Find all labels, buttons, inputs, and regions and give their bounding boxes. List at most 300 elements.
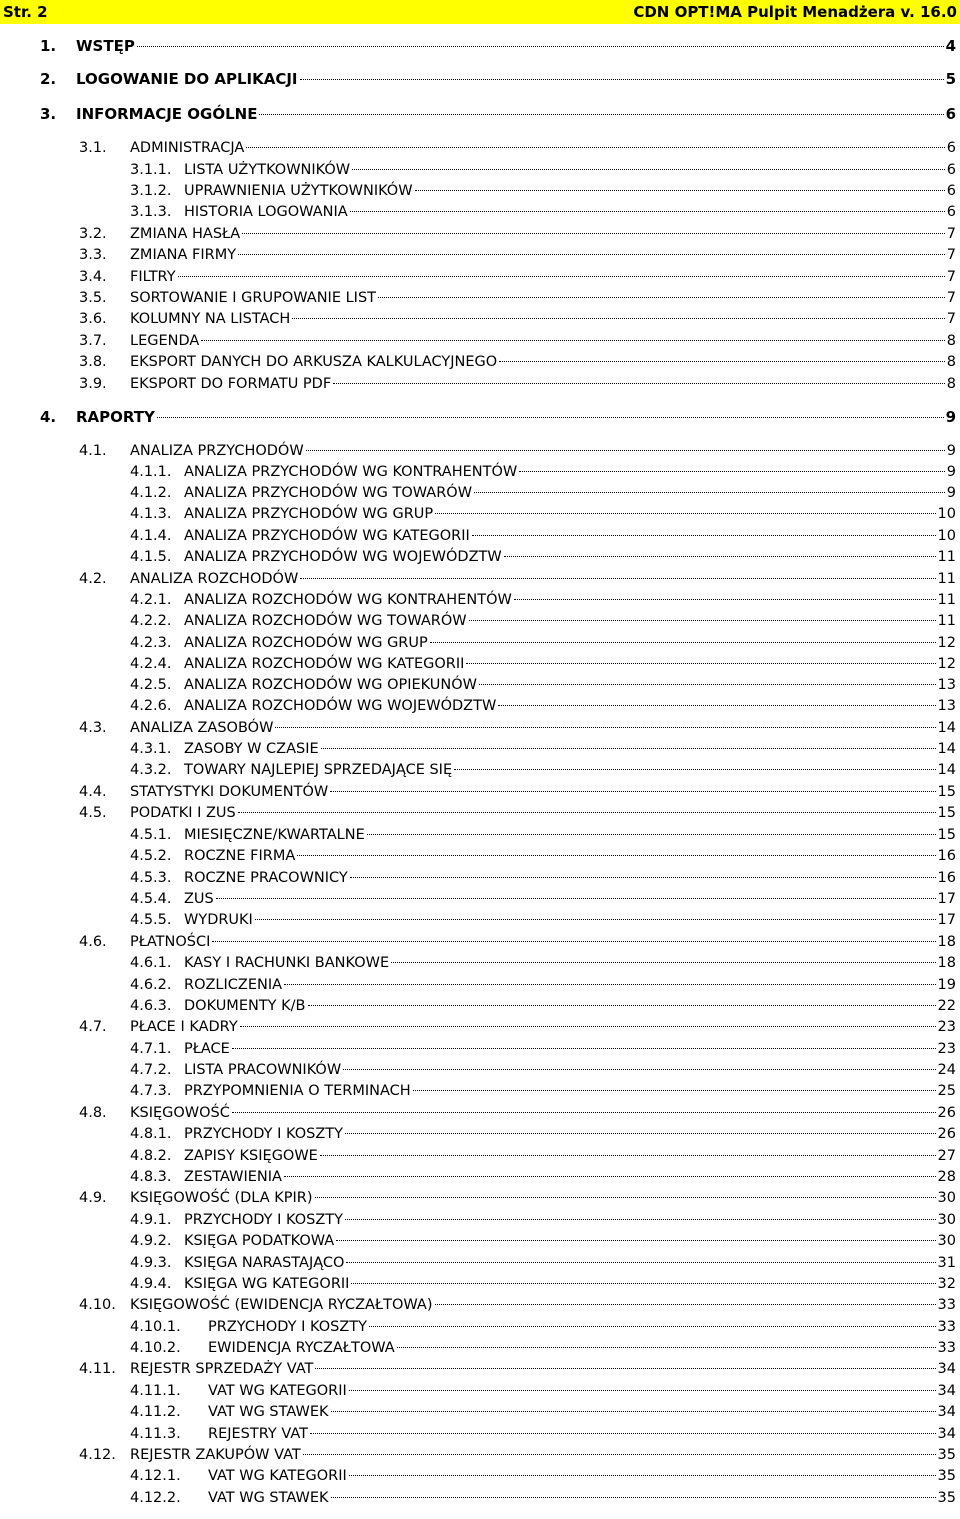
toc-entry-page: 14 bbox=[937, 741, 956, 757]
toc-entry[interactable] bbox=[40, 36, 956, 57]
toc-dot-leader bbox=[315, 1368, 935, 1369]
toc-entry[interactable] bbox=[130, 611, 956, 632]
toc-entry-number: 4.7.1. bbox=[130, 1041, 172, 1057]
toc-entry-number: 4.10.2. bbox=[130, 1340, 181, 1356]
toc-entry[interactable] bbox=[79, 932, 956, 953]
toc-entry-number: 4. bbox=[40, 408, 57, 426]
toc-entry[interactable] bbox=[79, 288, 956, 309]
toc-dot-leader bbox=[498, 705, 935, 706]
toc-entry-page: 33 bbox=[937, 1340, 956, 1356]
toc-entry-title: ADMINISTRACJA bbox=[130, 140, 245, 156]
toc-entry[interactable] bbox=[130, 1253, 956, 1274]
toc-entry-number: 4.1.4. bbox=[130, 528, 172, 544]
toc-entry-number: 4.12.2. bbox=[130, 1490, 181, 1506]
toc-dot-leader bbox=[259, 114, 943, 115]
toc-entry[interactable] bbox=[79, 782, 956, 803]
toc-entry-number: 4.9.1. bbox=[130, 1212, 172, 1228]
toc-dot-leader bbox=[275, 727, 935, 728]
toc-dot-leader bbox=[469, 620, 936, 621]
toc-entry[interactable] bbox=[130, 1039, 956, 1060]
toc-entry-page: 16 bbox=[937, 870, 956, 886]
toc-entry[interactable] bbox=[79, 374, 956, 395]
toc-entry-title: INFORMACJE OGÓLNE bbox=[76, 105, 258, 123]
toc-entry[interactable] bbox=[130, 1124, 956, 1145]
toc-entry-number: 4.2.3. bbox=[130, 635, 172, 651]
toc-entry-number: 4.9.4. bbox=[130, 1276, 172, 1292]
toc-entry-number: 4.2. bbox=[79, 571, 107, 587]
toc-entry[interactable] bbox=[130, 202, 956, 223]
toc-entry-title: LISTA PRACOWNIKÓW bbox=[184, 1062, 342, 1078]
toc-entry-page: 35 bbox=[937, 1468, 956, 1484]
toc-entry-number: 4.11.1. bbox=[130, 1383, 181, 1399]
toc-entry-page: 11 bbox=[937, 613, 956, 629]
toc-dot-leader bbox=[367, 834, 936, 835]
toc-dot-leader bbox=[297, 855, 935, 856]
toc-entry[interactable] bbox=[79, 441, 956, 462]
toc-entry-page: 6 bbox=[946, 162, 956, 178]
toc-entry-page: 8 bbox=[946, 376, 956, 392]
toc-entry-number: 4.3. bbox=[79, 720, 107, 736]
toc-entry[interactable] bbox=[130, 953, 956, 974]
toc-entry[interactable] bbox=[40, 104, 956, 125]
toc-entry[interactable] bbox=[130, 590, 956, 611]
toc-entry-title: ANALIZA ROZCHODÓW WG GRUP bbox=[184, 635, 428, 651]
toc-dot-leader bbox=[466, 663, 935, 664]
toc-entry-page: 9 bbox=[946, 485, 956, 501]
toc-entry-number: 4.5. bbox=[79, 805, 107, 821]
toc-dot-leader bbox=[435, 1304, 936, 1305]
toc-entry-number: 3.7. bbox=[79, 333, 107, 349]
toc-entry[interactable] bbox=[130, 526, 956, 547]
toc-dot-leader bbox=[240, 1026, 936, 1027]
toc-entry[interactable] bbox=[130, 1402, 956, 1423]
toc-entry-page: 25 bbox=[937, 1083, 956, 1099]
toc-entry-number: 4.12. bbox=[79, 1447, 116, 1463]
toc-entry-title: REJESTR ZAKUPÓW VAT bbox=[130, 1447, 301, 1463]
toc-entry-title: KSIĘGA WG KATEGORII bbox=[184, 1276, 350, 1292]
toc-entry[interactable] bbox=[130, 996, 956, 1017]
toc-entry-page: 32 bbox=[937, 1276, 956, 1292]
toc-entry-page: 7 bbox=[946, 226, 956, 242]
toc-dot-leader bbox=[346, 1262, 935, 1263]
toc-entry-title: VAT WG KATEGORII bbox=[208, 1383, 347, 1399]
toc-entry-number: 4.5.2. bbox=[130, 848, 172, 864]
toc-entry-number: 4.8.2. bbox=[130, 1148, 172, 1164]
toc-dot-leader bbox=[435, 513, 935, 514]
toc-entry[interactable] bbox=[130, 1381, 956, 1402]
toc-entry-title: PRZYPOMNIENIA O TERMINACH bbox=[184, 1083, 411, 1099]
toc-dot-leader bbox=[415, 190, 945, 191]
toc-entry-number: 3. bbox=[40, 105, 57, 123]
toc-entry-title: ANALIZA ROZCHODÓW WG WOJEWÓDZTW bbox=[184, 698, 497, 714]
toc-entry-page: 24 bbox=[937, 1062, 956, 1078]
toc-entry-page: 26 bbox=[937, 1126, 956, 1142]
toc-entry[interactable] bbox=[79, 138, 956, 159]
toc-dot-leader bbox=[331, 1497, 936, 1498]
toc-dot-leader bbox=[255, 919, 936, 920]
toc-entry[interactable] bbox=[79, 352, 956, 373]
toc-entry[interactable] bbox=[79, 718, 956, 739]
toc-dot-leader bbox=[321, 748, 936, 749]
toc-entry-title: KOLUMNY NA LISTACH bbox=[130, 311, 291, 327]
toc-entry-page: 35 bbox=[937, 1490, 956, 1506]
toc-entry-page: 9 bbox=[946, 443, 956, 459]
toc-entry-page: 34 bbox=[937, 1404, 956, 1420]
toc-entry-number: 4.6.3. bbox=[130, 998, 172, 1014]
toc-entry-number: 4.2.5. bbox=[130, 677, 172, 693]
toc-dot-leader bbox=[284, 1176, 936, 1177]
toc-entry-number: 4.4. bbox=[79, 784, 107, 800]
toc-entry[interactable] bbox=[79, 1188, 956, 1209]
toc-entry-title: FILTRY bbox=[130, 269, 176, 285]
toc-entry-number: 4.1.3. bbox=[130, 506, 172, 522]
toc-entry-title: MIESIĘCZNE/KWARTALNE bbox=[184, 827, 365, 843]
toc-entry-page: 30 bbox=[937, 1190, 956, 1206]
toc-entry-number: 4.7. bbox=[79, 1019, 107, 1035]
toc-entry[interactable] bbox=[130, 462, 956, 483]
toc-entry-number: 4.11. bbox=[79, 1361, 116, 1377]
toc-entry-number: 4.2.1. bbox=[130, 592, 172, 608]
toc-entry[interactable] bbox=[130, 1146, 956, 1167]
toc-entry[interactable] bbox=[130, 760, 956, 781]
toc-entry[interactable] bbox=[40, 407, 956, 428]
toc-entry[interactable] bbox=[40, 69, 956, 90]
toc-dot-leader bbox=[351, 1283, 935, 1284]
toc-dot-leader bbox=[397, 1347, 936, 1348]
toc-entry-page: 10 bbox=[937, 528, 956, 544]
toc-entry[interactable] bbox=[79, 1359, 956, 1380]
toc-entry-number: 4.1. bbox=[79, 443, 107, 459]
toc-entry-title: KSIĘGOWOŚĆ (DLA KPIR) bbox=[130, 1190, 313, 1206]
toc-entry-number: 4.3.1. bbox=[130, 741, 172, 757]
toc-entry[interactable] bbox=[130, 633, 956, 654]
toc-entry-page: 18 bbox=[937, 955, 956, 971]
toc-dot-leader bbox=[306, 450, 945, 451]
toc-entry[interactable] bbox=[130, 1274, 956, 1295]
toc-entry-page: 4 bbox=[945, 37, 956, 55]
toc-entry-page: 23 bbox=[937, 1019, 956, 1035]
toc-dot-leader bbox=[413, 1090, 936, 1091]
toc-entry-title: LISTA UŻYTKOWNIKÓW bbox=[184, 162, 351, 178]
toc-entry-number: 3.5. bbox=[79, 290, 107, 306]
toc-entry-number: 4.10.1. bbox=[130, 1319, 181, 1335]
toc-entry[interactable] bbox=[130, 1424, 956, 1445]
toc-entry-page: 31 bbox=[937, 1255, 956, 1271]
toc-entry-number: 3.1.2. bbox=[130, 183, 172, 199]
toc-entry-title: ZMIANA FIRMY bbox=[130, 247, 237, 263]
toc-entry-number: 4.6. bbox=[79, 934, 107, 950]
toc-dot-leader bbox=[137, 46, 944, 47]
toc-entry-title: ROZLICZENIA bbox=[184, 977, 283, 993]
toc-dot-leader bbox=[430, 642, 936, 643]
toc-entry-number: 3.1.3. bbox=[130, 204, 172, 220]
toc-entry-title: ANALIZA PRZYCHODÓW WG GRUP bbox=[184, 506, 434, 522]
toc-dot-leader bbox=[216, 898, 936, 899]
toc-entry-number: 3.1.1. bbox=[130, 162, 172, 178]
toc-entry-number: 4.5.4. bbox=[130, 891, 172, 907]
toc-entry-title: ANALIZA ROZCHODÓW bbox=[130, 571, 299, 587]
toc-entry-page: 34 bbox=[937, 1361, 956, 1377]
toc-entry-number: 3.2. bbox=[79, 226, 107, 242]
toc-dot-leader bbox=[336, 1240, 935, 1241]
toc-entry-title: REJESTR SPRZEDAŻY VAT bbox=[130, 1361, 314, 1377]
toc-entry-title: RAPORTY bbox=[76, 408, 155, 426]
toc-entry[interactable] bbox=[79, 1103, 956, 1124]
toc-entry-number: 4.6.1. bbox=[130, 955, 172, 971]
toc-entry-number: 3.3. bbox=[79, 247, 107, 263]
toc-dot-leader bbox=[232, 1112, 936, 1113]
toc-entry[interactable] bbox=[130, 483, 956, 504]
toc-entry-title: KSIĘGOWOŚĆ bbox=[130, 1105, 230, 1121]
toc-entry-page: 11 bbox=[937, 571, 956, 587]
toc-entry[interactable] bbox=[130, 1317, 956, 1338]
toc-entry-number: 4.7.3. bbox=[130, 1083, 172, 1099]
toc-entry-page: 35 bbox=[937, 1447, 956, 1463]
toc-entry-number: 4.12.1. bbox=[130, 1468, 181, 1484]
toc-entry-number: 4.5.5. bbox=[130, 912, 172, 928]
toc-entry-page: 6 bbox=[946, 183, 956, 199]
toc-dot-leader bbox=[201, 340, 944, 341]
toc-entry-title: ANALIZA ROZCHODÓW WG OPIEKUNÓW bbox=[184, 677, 477, 693]
toc-entry-title: UPRAWNIENIA UŻYTKOWNIKÓW bbox=[184, 183, 413, 199]
toc-entry-number: 4.2.2. bbox=[130, 613, 172, 629]
toc-dot-leader bbox=[349, 1475, 936, 1476]
toc-dot-leader bbox=[519, 471, 945, 472]
toc-entry[interactable] bbox=[79, 803, 956, 824]
toc-entry[interactable] bbox=[79, 245, 956, 266]
toc-dot-leader bbox=[474, 492, 945, 493]
toc-entry[interactable] bbox=[79, 1295, 956, 1316]
toc-dot-leader bbox=[454, 769, 935, 770]
toc-entry-title: LEGENDA bbox=[130, 333, 200, 349]
toc-entry-page: 26 bbox=[937, 1105, 956, 1121]
toc-entry-number: 4.5.1. bbox=[130, 827, 172, 843]
toc-entry-title: PŁATNOŚCI bbox=[130, 934, 211, 950]
toc-entry-title: KASY I RACHUNKI BANKOWE bbox=[184, 955, 390, 971]
toc-entry-page: 7 bbox=[946, 311, 956, 327]
toc-dot-leader bbox=[178, 276, 945, 277]
toc-dot-leader bbox=[479, 684, 936, 685]
toc-entry-page: 13 bbox=[937, 698, 956, 714]
toc-entry-page: 13 bbox=[937, 677, 956, 693]
toc-dot-leader bbox=[350, 211, 945, 212]
toc-dot-leader bbox=[292, 318, 944, 319]
toc-entry[interactable] bbox=[130, 654, 956, 675]
toc-entry-title: ANALIZA ZASOBÓW bbox=[130, 720, 274, 736]
toc-entry[interactable] bbox=[130, 181, 956, 202]
toc-entry[interactable] bbox=[79, 1445, 956, 1466]
toc-entry-number: 4.10. bbox=[79, 1297, 116, 1313]
toc-entry-number: 3.6. bbox=[79, 311, 107, 327]
toc-entry-page: 14 bbox=[937, 762, 956, 778]
toc-entry-page: 6 bbox=[945, 105, 956, 123]
toc-dot-leader bbox=[378, 297, 945, 298]
toc-entry[interactable] bbox=[130, 1338, 956, 1359]
toc-entry-page: 11 bbox=[937, 549, 956, 565]
toc-entry-title: ZESTAWIENIA bbox=[184, 1169, 282, 1185]
toc-entry-page: 10 bbox=[937, 506, 956, 522]
toc-entry[interactable] bbox=[130, 504, 956, 525]
toc-entry[interactable] bbox=[130, 675, 956, 696]
toc-entry-page: 34 bbox=[937, 1426, 956, 1442]
toc-entry-number: 4.8. bbox=[79, 1105, 107, 1121]
toc-dot-leader bbox=[303, 1454, 936, 1455]
toc-dot-leader bbox=[330, 791, 935, 792]
toc-entry-title: ZAPISY KSIĘGOWE bbox=[184, 1148, 318, 1164]
toc-dot-leader bbox=[246, 147, 944, 148]
toc-entry[interactable] bbox=[130, 825, 956, 846]
toc-dot-leader bbox=[300, 578, 935, 579]
toc-entry-number: 4.7.2. bbox=[130, 1062, 172, 1078]
toc-dot-leader bbox=[369, 1326, 936, 1327]
toc-entry-page: 12 bbox=[937, 656, 956, 672]
toc-entry-title: ANALIZA PRZYCHODÓW WG TOWARÓW bbox=[184, 485, 473, 501]
toc-entry-title: EKSPORT DANYCH DO ARKUSZA KALKULACYJNEGO bbox=[130, 354, 498, 370]
toc-entry-title: SORTOWANIE I GRUPOWANIE LIST bbox=[130, 290, 377, 306]
toc-entry[interactable] bbox=[130, 1060, 956, 1081]
toc-entry-number: 4.1.1. bbox=[130, 464, 172, 480]
toc-entry-title: ANALIZA ROZCHODÓW WG KATEGORII bbox=[184, 656, 465, 672]
toc-entry-number: 4.3.2. bbox=[130, 762, 172, 778]
toc-entry-title: PRZYCHODY I KOSZTY bbox=[208, 1319, 367, 1335]
toc-dot-leader bbox=[157, 417, 944, 418]
toc-entry-title: ANALIZA PRZYCHODÓW WG WOJEWÓDZTW bbox=[184, 549, 502, 565]
toc-dot-leader bbox=[212, 941, 935, 942]
toc-entry-title: ANALIZA ROZCHODÓW WG TOWARÓW bbox=[184, 613, 467, 629]
toc-entry-number: 4.8.1. bbox=[130, 1126, 172, 1142]
toc-entry-number: 4.6.2. bbox=[130, 977, 172, 993]
toc-entry[interactable] bbox=[130, 1167, 956, 1188]
toc-entry-number: 4.1.5. bbox=[130, 549, 172, 565]
toc-entry-page: 23 bbox=[937, 1041, 956, 1057]
toc-entry-page: 5 bbox=[945, 70, 956, 88]
toc-dot-leader bbox=[238, 812, 936, 813]
toc-entry[interactable] bbox=[130, 868, 956, 889]
toc-entry[interactable] bbox=[130, 889, 956, 910]
toc-entry-title: ANALIZA PRZYCHODÓW WG KONTRAHENTÓW bbox=[184, 464, 518, 480]
toc-entry-page: 7 bbox=[946, 290, 956, 306]
toc-entry-number: 4.9.3. bbox=[130, 1255, 172, 1271]
toc-dot-leader bbox=[284, 984, 936, 985]
toc-entry[interactable] bbox=[79, 267, 956, 288]
document-title: CDN OPT!MA Pulpit Menadżera v. 16.0 bbox=[633, 3, 957, 21]
toc-entry-title: REJESTRY VAT bbox=[208, 1426, 308, 1442]
toc-dot-leader bbox=[345, 1219, 936, 1220]
toc-entry-number: 1. bbox=[40, 37, 57, 55]
toc-dot-leader bbox=[320, 1155, 936, 1156]
toc-dot-leader bbox=[499, 361, 945, 362]
toc-entry[interactable] bbox=[130, 1231, 956, 1252]
toc-entry-title: LOGOWANIE DO APLIKACJI bbox=[76, 70, 298, 88]
toc-entry[interactable] bbox=[130, 547, 956, 568]
toc-entry[interactable] bbox=[130, 1210, 956, 1231]
toc-entry-title: WYDRUKI bbox=[184, 912, 253, 928]
toc-dot-leader bbox=[310, 1433, 936, 1434]
toc-entry-page: 12 bbox=[937, 635, 956, 651]
toc-entry-title: TOWARY NAJLEPIEJ SPRZEDAJĄCE SIĘ bbox=[184, 762, 453, 778]
toc-entry-page: 7 bbox=[946, 247, 956, 263]
toc-entry-page: 27 bbox=[937, 1148, 956, 1164]
toc-entry-title: PŁACE I KADRY bbox=[130, 1019, 238, 1035]
toc-entry[interactable] bbox=[79, 331, 956, 352]
toc-entry[interactable] bbox=[130, 1081, 956, 1102]
toc-entry[interactable] bbox=[130, 846, 956, 867]
toc-entry[interactable] bbox=[130, 1466, 956, 1487]
toc-entry-page: 8 bbox=[946, 354, 956, 370]
toc-entry-number: 4.2.4. bbox=[130, 656, 172, 672]
toc-entry-page: 33 bbox=[937, 1319, 956, 1335]
toc-entry[interactable] bbox=[79, 309, 956, 330]
toc-entry-title: PRZYCHODY I KOSZTY bbox=[184, 1126, 343, 1142]
toc-entry-title: ANALIZA PRZYCHODÓW bbox=[130, 443, 304, 459]
toc-entry-page: 9 bbox=[946, 464, 956, 480]
toc-entry-page: 28 bbox=[937, 1169, 956, 1185]
toc-entry-page: 19 bbox=[937, 977, 956, 993]
toc-dot-leader bbox=[232, 1048, 936, 1049]
toc-entry-number: 4.5.3. bbox=[130, 870, 172, 886]
toc-entry-title: EWIDENCJA RYCZAŁTOWA bbox=[208, 1340, 395, 1356]
toc-dot-leader bbox=[504, 556, 936, 557]
toc-dot-leader bbox=[350, 877, 936, 878]
toc-entry-number: 3.1. bbox=[79, 140, 107, 156]
toc-dot-leader bbox=[349, 1390, 936, 1391]
toc-entry-page: 14 bbox=[937, 720, 956, 736]
toc-entry-page: 34 bbox=[937, 1383, 956, 1399]
toc-entry-title: ANALIZA ROZCHODÓW WG KONTRAHENTÓW bbox=[184, 592, 512, 608]
toc-dot-leader bbox=[472, 535, 936, 536]
toc-entry[interactable] bbox=[130, 739, 956, 760]
toc-entry[interactable] bbox=[130, 975, 956, 996]
toc-entry-title: ZASOBY W CZASIE bbox=[184, 741, 319, 757]
toc-entry-page: 15 bbox=[937, 805, 956, 821]
toc-entry[interactable] bbox=[130, 1488, 956, 1509]
toc-entry-page: 6 bbox=[946, 140, 956, 156]
toc-entry-title: VAT WG KATEGORII bbox=[208, 1468, 347, 1484]
toc-dot-leader bbox=[391, 962, 935, 963]
toc-entry-page: 17 bbox=[937, 912, 956, 928]
toc-entry-number: 4.2.6. bbox=[130, 698, 172, 714]
toc-entry[interactable] bbox=[79, 569, 956, 590]
toc-entry-page: 16 bbox=[937, 848, 956, 864]
toc-entry-title: VAT WG STAWEK bbox=[208, 1404, 329, 1420]
toc-entry-page: 30 bbox=[937, 1233, 956, 1249]
toc-entry-title: PODATKI I ZUS bbox=[130, 805, 236, 821]
toc-entry-title: ANALIZA PRZYCHODÓW WG KATEGORII bbox=[184, 528, 470, 544]
toc-entry[interactable] bbox=[79, 1017, 956, 1038]
toc-entry-page: 17 bbox=[937, 891, 956, 907]
toc-dot-leader bbox=[333, 383, 945, 384]
toc-entry-number: 4.11.2. bbox=[130, 1404, 181, 1420]
toc-entry[interactable] bbox=[130, 696, 956, 717]
toc-entry-title: STATYSTYKI DOKUMENTÓW bbox=[130, 784, 329, 800]
toc-entry-page: 6 bbox=[946, 204, 956, 220]
toc-entry[interactable] bbox=[130, 910, 956, 931]
toc-entry-title: VAT WG STAWEK bbox=[208, 1490, 329, 1506]
toc-entry-title: WSTĘP bbox=[76, 37, 135, 55]
toc-entry-number: 3.9. bbox=[79, 376, 107, 392]
page-number-label: Str. 2 bbox=[3, 3, 48, 21]
toc-entry-title: ZMIANA HASŁA bbox=[130, 226, 241, 242]
toc-dot-leader bbox=[345, 1133, 936, 1134]
toc-entry-number: 4.1.2. bbox=[130, 485, 172, 501]
toc-entry[interactable] bbox=[79, 224, 956, 245]
toc-entry-page: 15 bbox=[937, 784, 956, 800]
toc-entry[interactable] bbox=[130, 160, 956, 181]
toc-entry-title: KSIĘGA PODATKOWA bbox=[184, 1233, 335, 1249]
toc-entry-title: ZUS bbox=[184, 891, 214, 907]
toc-entry-number: 3.8. bbox=[79, 354, 107, 370]
toc-entry-page: 33 bbox=[937, 1297, 956, 1313]
